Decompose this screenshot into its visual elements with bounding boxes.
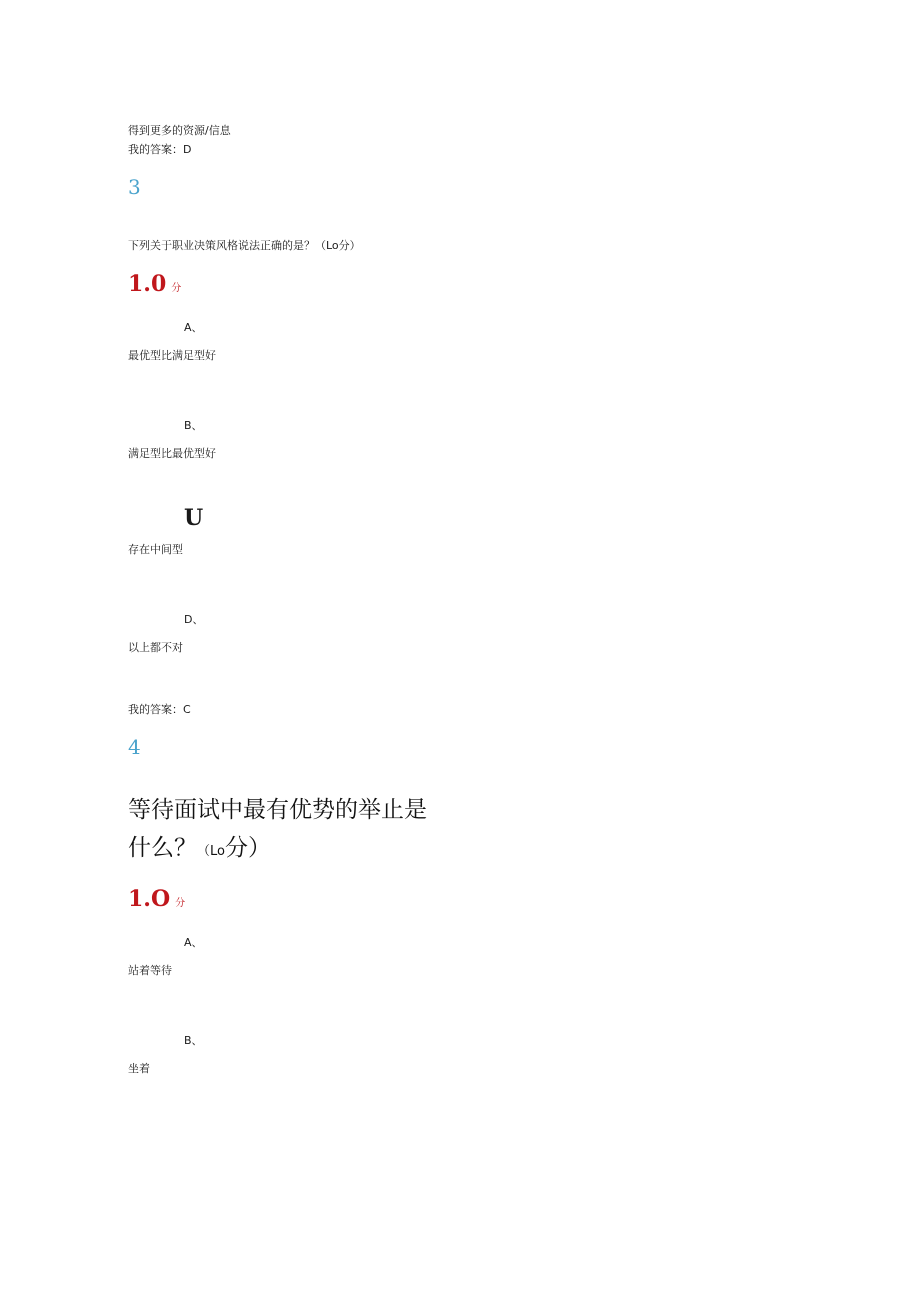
option-a-text[interactable]: 站着等待	[128, 964, 172, 977]
question-4-line-1: 等待面试中最有优势的举止是	[128, 797, 427, 823]
prev-option-text: 得到更多的资源/信息	[128, 124, 231, 137]
question-number-4: 4	[128, 735, 141, 759]
option-b-text[interactable]: 坐着	[128, 1062, 150, 1075]
question-4-score-note: （Lo	[197, 844, 225, 859]
question-3-my-answer: 我的答案：C	[128, 703, 191, 716]
option-b-text[interactable]: 满足型比最优型好	[128, 447, 216, 460]
question-4-text	[128, 791, 427, 871]
question-3-score	[128, 271, 181, 297]
option-b-letter[interactable]: B、	[184, 419, 203, 432]
option-b-letter[interactable]: B、	[184, 1034, 203, 1047]
question-number-3: 3	[128, 175, 141, 199]
question-4-line-2	[128, 829, 427, 871]
question-4-score	[128, 886, 185, 912]
score-unit: 分	[175, 898, 186, 909]
score-unit: 分	[171, 283, 182, 294]
option-a-text[interactable]: 最优型比满足型好	[128, 349, 216, 362]
score-value: 1.O	[128, 886, 171, 912]
score-value: 1.0	[128, 271, 167, 297]
prev-my-answer: 我的答案：D	[128, 143, 192, 156]
option-a-letter[interactable]: A、	[184, 936, 203, 949]
option-d-text[interactable]: 以上都不对	[128, 641, 183, 654]
question-4-line-2-main: 什么？	[128, 835, 197, 861]
option-c-letter[interactable]: U	[184, 505, 204, 531]
question-3-text: 下列关于职业决策风格说法正确的是？（Lo分）	[128, 239, 361, 252]
option-a-letter[interactable]: A、	[184, 321, 203, 334]
question-4-line-2-end: 分）	[224, 835, 271, 861]
option-c-text[interactable]: 存在中间型	[128, 543, 183, 556]
option-d-letter[interactable]: D、	[184, 613, 204, 626]
